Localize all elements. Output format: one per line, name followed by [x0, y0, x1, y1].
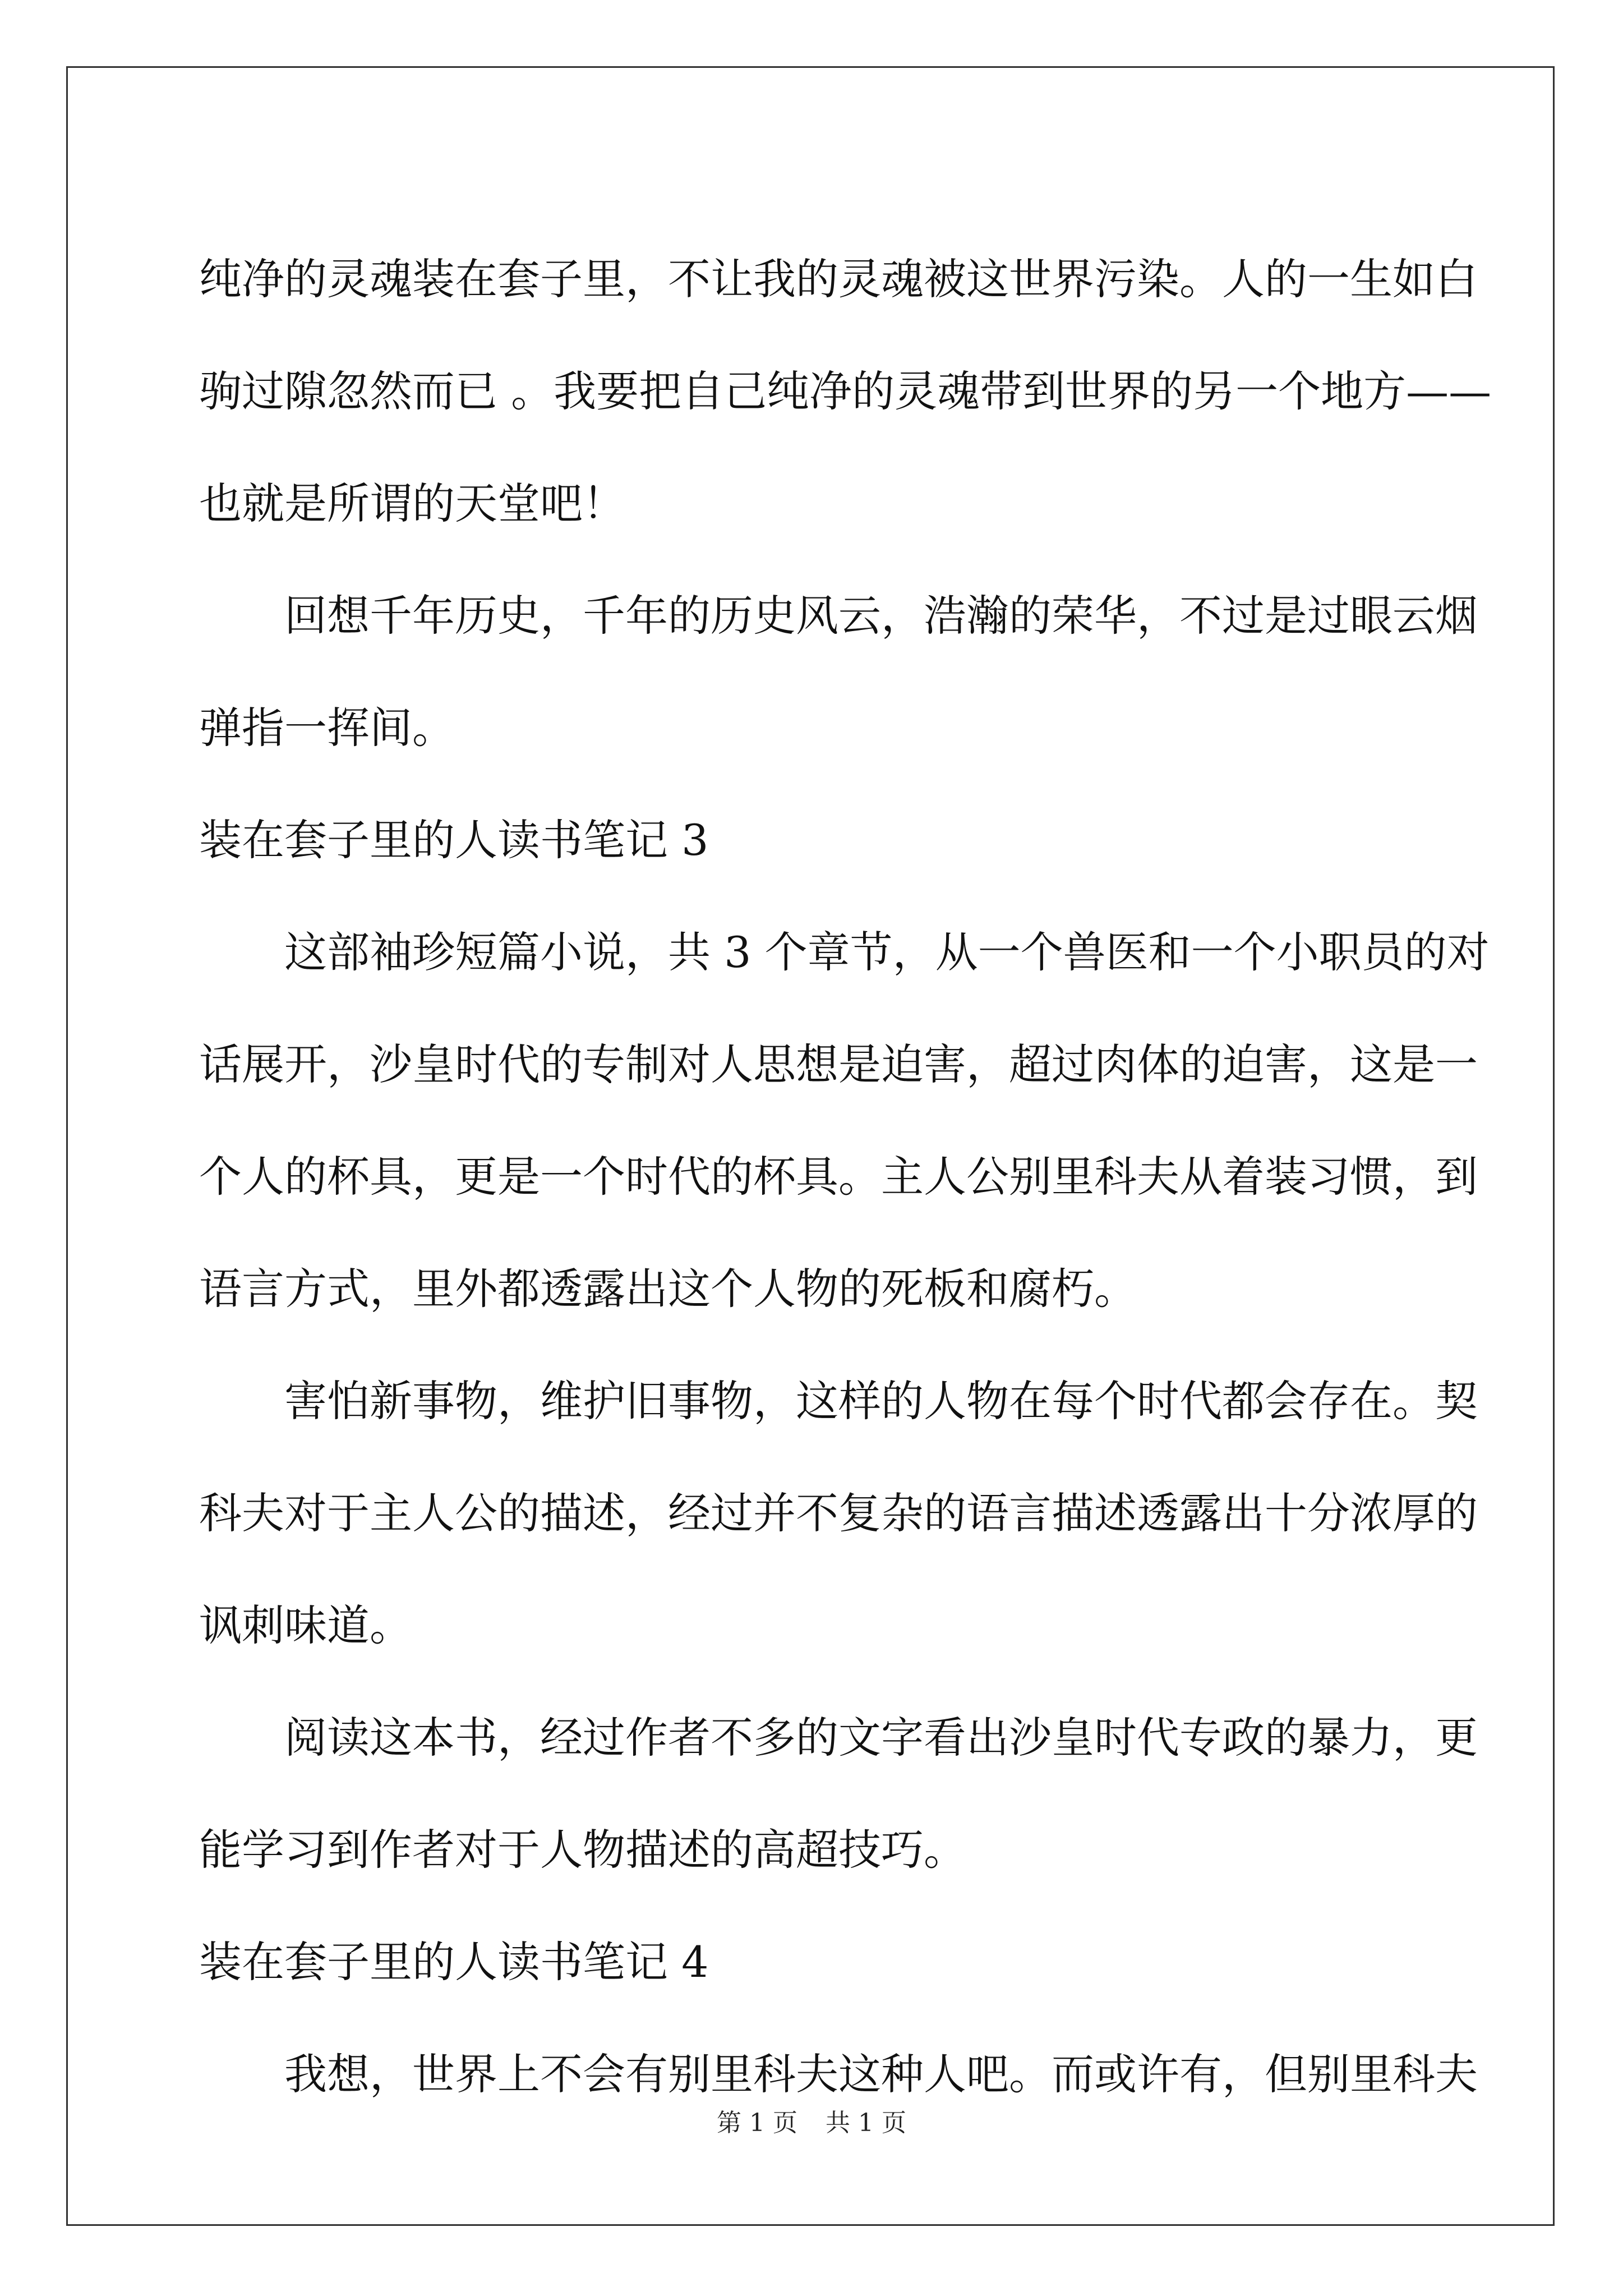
text-line: 纯净的灵魂装在套子里，不让我的灵魂被这世界污染。人的一生如白 [199, 254, 1478, 304]
paragraph-first-line: 阅读这本书，经过作者不多的文字看出沙皇时代专政的暴力，更 [284, 1713, 1478, 1763]
text-line: 能学习到作者对于人物描述的高超技巧。 [199, 1825, 966, 1875]
text-line: 弹指一挥间。 [199, 703, 455, 753]
text-line: 科夫对于主人公的描述，经过并不复杂的语言描述透露出十分浓厚的 [199, 1488, 1478, 1538]
text-line: 话展开，沙皇时代的专制对人思想是迫害，超过肉体的迫害，这是一 [199, 1039, 1478, 1089]
text-line: 语言方式，里外都透露出这个人物的死板和腐朽。 [199, 1264, 1137, 1314]
page-total: 共 1 页 [826, 2109, 906, 2137]
page-number: 第 1 页 [717, 2109, 797, 2137]
text-line: 讽刺味道。 [199, 1600, 412, 1650]
paragraph-first-line: 这部袖珍短篇小说，共 3 个章节，从一个兽医和一个小职员的对 [284, 927, 1490, 977]
paragraph-first-line: 回想千年历史，千年的历史风云，浩瀚的荣华，不过是过眼云烟 [284, 591, 1478, 641]
section-heading: 装在套子里的人读书笔记 4 [199, 1937, 709, 1987]
paragraph-first-line: 我想，世界上不会有别里科夫这种人吧。而或许有，但别里科夫 [284, 2049, 1478, 2099]
text-line: 驹过隙忽然而已 。我要把自己纯净的灵魂带到世界的另一个地方—— [199, 366, 1492, 416]
page-footer [0, 2106, 1623, 2140]
paragraph-first-line: 害怕新事物，维护旧事物，这样的人物在每个时代都会存在。契 [284, 1376, 1478, 1426]
text-line: 个人的杯具，更是一个时代的杯具。主人公别里科夫从着装习惯，到 [199, 1152, 1478, 1202]
text-line: 也就是所谓的天堂吧！ [199, 478, 625, 528]
section-heading: 装在套子里的人读书笔记 3 [199, 815, 709, 865]
